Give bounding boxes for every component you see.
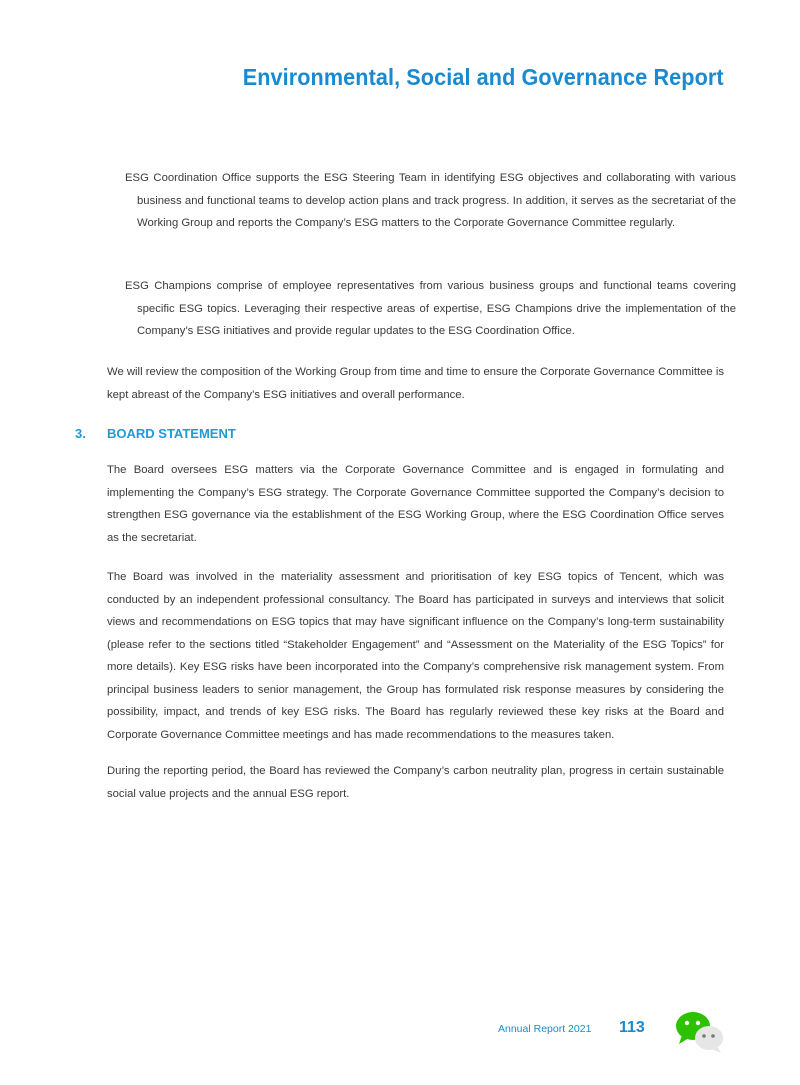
paragraph-reporting-period: During the reporting period, the Board has reviewed the Company’s carbon neutrality plan, progress in certain sustainable social value projects and the annual ESG report. [107, 765, 724, 800]
footer-report-label: Annual Report 2021 [498, 1023, 592, 1035]
wechat-logo-icon [674, 1010, 726, 1059]
paragraph-coordination-office: ESG Coordination Office supports the ESG Steering Team in identifying ESG objectives and collaborating with various business and functional teams to develop action plans and track progress. In addition, it serves as the secretariat of the Working Group and reports the Company’s ESG matters to the Corporate Governance Committee regularly. [125, 172, 736, 229]
paragraph-board-oversight: The Board oversees ESG matters via the Corporate Governance Committee and is engaged in formulating and implementing the Company’s ESG strategy. The Corporate Governance Committee supported the Company’s decision to strengthen ESG governance via the establishment of the ESG Working Group, where the ESG Coordination Office serves as the secretariat. [107, 464, 724, 544]
section-heading: BOARD STATEMENT [107, 426, 236, 441]
section-number: 3. [75, 426, 86, 441]
report-title: Environmental, Social and Governance Report [242, 64, 724, 90]
paragraph-working-group-review: We will review the composition of the Working Group from time and time to ensure the Corporate Governance Committee is kept abreast of the Company’s ESG initiatives and overall performance. [107, 366, 724, 401]
page-number: 113 [619, 1019, 645, 1036]
paragraph-materiality-assessment: The Board was involved in the materiality assessment and prioritisation of key ESG topics of Tencent, which was conducted by an independent professional consultancy. The Board has participated in surveys and interviews that solicit views and recommendations on ESG topics that may have significant influence on the Company’s long-term sustainability (please refer to the sections titled “Stakeholder Engagement” and “Assessment on the Materiality of the ESG Topics” for more details). Key ESG risks have been incorporated into the Company’s comprehensive risk management system. From principal business leaders to senior management, the Group has formulated risk response measures by considering the possibility, impact, and trends of key ESG risks. The Board has regularly reviewed these key risks at the Board and Corporate Governance Committee meetings and has made recommendations to the measures taken. [107, 571, 724, 741]
paragraph-esg-champions: ESG Champions comprise of employee representatives from various business groups and functional teams covering specific ESG topics. Leveraging their respective areas of expertise, ESG Champions drive the implementation of the Company’s ESG initiatives and provide regular updates to the ESG Coordination Office. [125, 280, 736, 337]
